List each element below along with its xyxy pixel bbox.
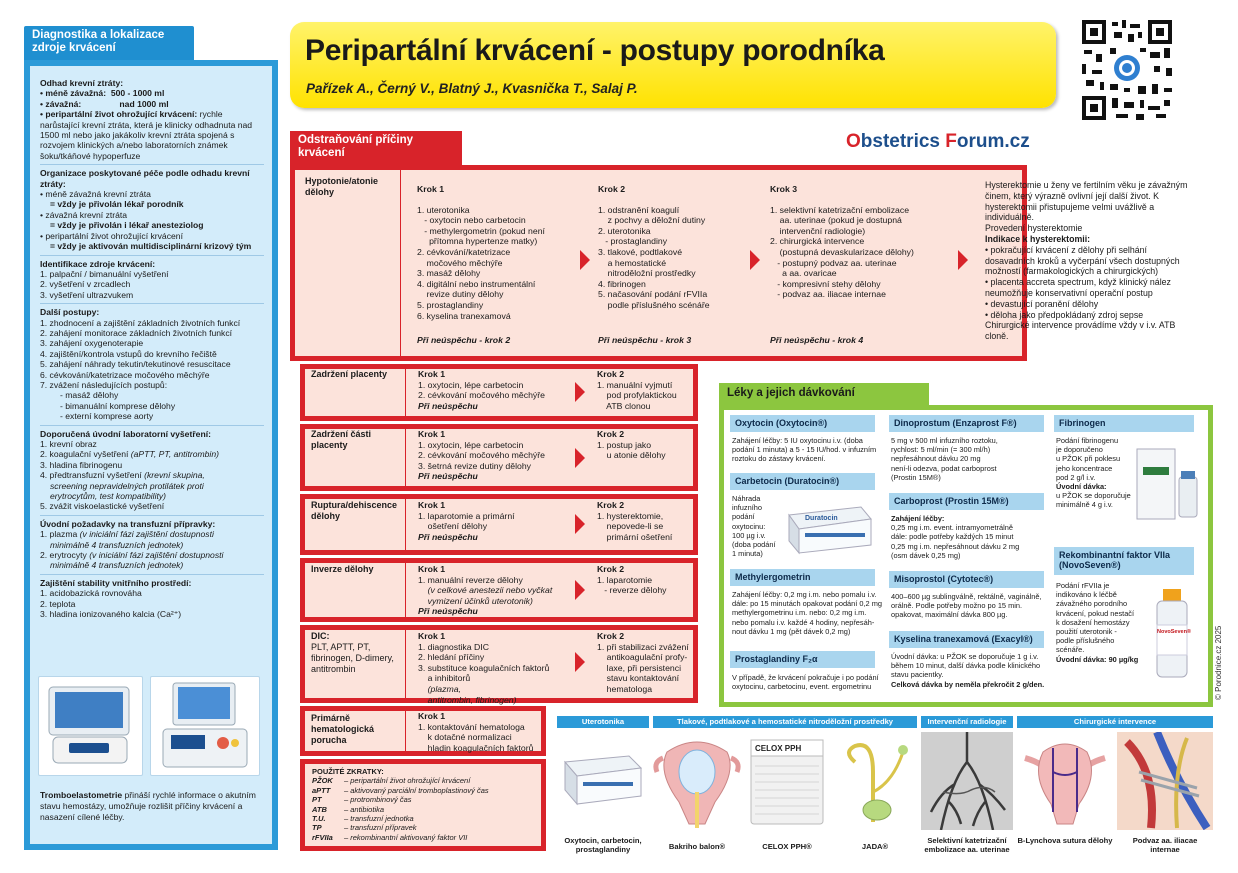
next-step-item: 3. zahájení oxygenoterapie	[40, 338, 144, 349]
row-label: Hypotonie/atonie dělohy	[305, 176, 379, 197]
drug-methylergometrin-text: Zahájení léčby: 0,2 mg i.m. nebo pomalu i.v. dále: po 15 minutách opakovat podání 0,2 mg methylergometrinu i.m. nebo: 0,2 mg i.m. nebo pomalu i.v. každé 4 hodiny, nepřesáh- nout dávku 1 mg (pět dávek 0,2 mg)	[732, 590, 882, 636]
next-step-item: 2. zahájení monitorace základních životních funkcí	[40, 327, 233, 338]
hypo-step1: Krok 1 1. uterotonika - oxytocin nebo carbetocin - methylergometrin (pokud není přítomna hypertenze matky) 2. cévkování/katetrizace močového měchýře 3. masáž dělohy 4. digitální nebo instrumentální revize dutiny dělohy 5. prostaglandiny 6. kyselina tranexamová	[417, 184, 545, 321]
org-heading: Organizace poskytované péče podle odhadu krevní ztráty:	[40, 168, 250, 189]
step-arrow	[958, 250, 968, 270]
drug-dinoprost-heading: Dinoprostum (Enzaprost F®)	[889, 415, 1044, 432]
drug-prostaglandins-text: V případě, že krvácení pokračuje i po podání oxytocinu, carbetocinu, event. ergometrinu	[732, 673, 879, 692]
drug-tranexamic-text: Úvodní dávka: u PŽOK se doporučuje 1 g i.v. během 10 minut, další dávka podle klinického stavu pacientky. Celková dávka by neměla překročit 2 g/den.	[891, 652, 1045, 689]
next-step-item: 4. zajištění/kontrola vstupů do krevního řečiště	[40, 348, 217, 359]
cause-section-tab: Odstraňování příčiny krvácení	[290, 131, 462, 165]
step-arrow	[750, 250, 760, 270]
embolization-image	[921, 732, 1013, 830]
hypo-step3-fail: Při neúspěchu - krok 4	[770, 335, 864, 345]
hypo-step1-fail: Při neúspěchu - krok 2	[417, 335, 511, 345]
ligation-image	[1117, 732, 1213, 830]
novoseven-product-image: NovoSeven®	[1143, 585, 1201, 683]
identification-heading: Identifikace zdroje krvácení:	[40, 258, 156, 269]
hysterectomy-box: Hysterektomie u ženy ve fertilním věku je závažným činem, který výrazně ovlivní její další život. K hysterektomii přistupujeme velmi uvážlivě a individuálně. Provedení hysterektomie Indikace k hysterektomii: • pokračující krvácení z dělohy při selhání dosavadních kroků a vyčerpání všech dostupných možností (farmakologických a chirurgických) • placenta accreta spectrum, když klinický nález neumožňuje konservativní operační postup • devastující poranění dělohy • děloha jako předpokládaný zdroj sepse Chirurgické intervence provádíme vždy v i.v. ATB cloně.	[985, 180, 1188, 342]
identification-item: 1. palpační / bimanuální vyšetření	[40, 268, 169, 279]
rotem-device-image	[150, 676, 260, 776]
loss-major: • závažná: nad 1000 ml	[40, 98, 169, 109]
next-step-item: 7. zvážení následujících postupů:	[40, 379, 168, 390]
teg-description: Tromboelastometrie přináší rychlé informace o akutním stavu hemostázy, umožňuje rozlišit příčiny krvácení a nasazení cílené léčby.	[40, 790, 256, 822]
category-uterotonics: Uterotonika	[557, 716, 649, 728]
teg-device-image	[38, 676, 143, 776]
next-steps-heading: Další postupy:	[40, 307, 100, 318]
environment-heading: Zajištění stability vnitřního prostředí:	[40, 577, 192, 588]
transfusion-heading: Úvodní požadavky na transfuzní přípravky:	[40, 518, 216, 529]
drug-tranexamic-heading: Kyselina tranexamová (Exacyl®)	[889, 631, 1044, 648]
authors: Pařízek A., Černý V., Blatný J., Kvasnička T., Salaj P.	[306, 81, 638, 96]
drug-carbetocin-heading: Carbetocin (Duratocin®)	[730, 473, 875, 490]
identification-item: 2. vyšetření v zrcadlech	[40, 279, 131, 290]
ligation-caption: Podvaz aa. iliacae internae	[1132, 836, 1198, 854]
step-arrow	[575, 580, 585, 600]
next-step-item: 6. cévkování/katetrizace močového měchýře	[40, 369, 210, 380]
drug-prostaglandins-heading: Prostaglandiny F₂α	[730, 651, 875, 668]
drug-oxytocin-text: Zahájení léčby: 5 IU oxytocinu i.v. (doba podání 1 minuta) a 5 - 15 IU/hod. v infuzním roztoku do zástavy krvácení.	[732, 436, 877, 464]
fibrinogen-product-image	[1133, 437, 1201, 525]
next-step-item: 5. zahájení náhrady tekutin/tekutinové resuscitace	[40, 359, 231, 370]
step-arrow	[575, 652, 585, 672]
hypo-step2: Krok 2 1. odstranění koagulí z pochvy a děložní dutiny 2. uterotonika - prostaglandiny 3. tlakové, podtlakové a hemostatické nitroděložní prostředky 4. fibrinogen 5. načasování podání rFVIIa podle příslušného scénáře	[598, 184, 710, 310]
loss-life-threatening: • peripartální život ohrožující krvácení: rychle narůstající krevní ztráta, která je klinicky odhadnuta nad 1500 ml nebo jako jakákoliv krevní ztráta spojená s rozvojem klinických a/nebo laboratorních známek šoku/tkáňové hypoperfuze	[40, 109, 253, 161]
step-arrow	[575, 448, 585, 468]
next-step-item: 1. zhodnocení a zajištění základních životních funkcí	[40, 317, 241, 328]
drug-rfviia-heading: Rekombinantní faktor VIIa (NovoSeven®)	[1054, 547, 1194, 575]
hypo-step2-fail: Při neúspěchu - krok 3	[598, 335, 692, 345]
abbreviations-list: POUŽITÉ ZKRATKY: PŽOK – peripartální život ohrožující krvácení aPTT – aktivovaný parciální tromboplastinový čas PT – protrombinový čas ATB – antibiotika T.U. – transfuzní jednotka TP – transfuzní přípravek rFVIIa – rekombinantní aktivovaný faktor VII	[312, 767, 489, 842]
loss-minor: • méně závažná: 500 - 1000 ml	[40, 88, 165, 99]
qr-code[interactable]	[1080, 18, 1174, 122]
drug-methylergometrin-heading: Methylergometrin	[730, 569, 875, 586]
bakri-balloon-image	[653, 732, 741, 830]
step-arrow	[575, 514, 585, 534]
page-title: Peripartální krvácení - postupy porodníka	[305, 34, 885, 67]
brand-logo[interactable]: Obstetrics Forum.cz	[846, 131, 1030, 152]
uterotonics-caption: Oxytocin, carbetocin, prostaglandiny	[564, 836, 642, 854]
jada-caption: JADA®	[861, 842, 889, 851]
category-surgical: Chirurgické intervence	[1017, 716, 1213, 728]
embolization-caption: Selektivní katetrizační embolizace aa. uterinae	[924, 836, 1010, 854]
diagnostics-panel: Odhad krevní ztráty: • méně závažná: 500 - 1000 ml • závažná: nad 1000 ml • peripartální život ohrožující krvácení: rychle narůstající krevní ztráta, která je klinicky odhadnuta nad 1500 ml nebo jako jakákoliv krevní ztráta spojená s rozvojem klinických a/nebo laboratorních známek šoku/tkáňové hypoperfuze Organizace poskytované péče podle odhadu krevní ztráty: • méně závažná krevní ztráta = vždy je přivolán lékař porodník • závažná krevní ztráta = vždy je přivolán i lékař anesteziolog • peripartální život ohrožující krvácení = vždy je aktivován multidisciplinární krizový tým Identifikace zdroje krvácení: 1. palpační / bimanuální vyšetření 2. vyšetření v zrcadlech 3. vyšetření ultrazvukem Další postupy: 1. zhodnocení a zajištění základních životních funkcí 2. zahájení monitorace základních životních funkcí 3. zahájení oxygenoterapie 4. zajištění/kontrola vstupů do krevního řečiště 5. zahájení náhrady tekutin/tekutinové resuscitace 6. cévkování/katetrizace močového měchýře 7. zvážení následujících postupů: - masáž dělohy - bimanuální komprese dělohy - externí komprese aorty Doporučená úvodní laboratorní vyšetření: 1. krevní obraz 2. koagulační vyšetření (aPTT, PT, antitrombin) 3. hladina fibrinogenu 4. předtransfuzní vyšetření (krevní skupina, screening nepravidelných protilátek proti erytrocytům, test kompatibility) 5. zvážit viskoelastické vyšetření Úvodní požadavky na transfuzní přípravky: 1. plazma (v iniciální fázi zajištění dostupnosti minimálně 4 transfuzních jednotek) 2. erytrocyty (v iniciální fázi zajištění dostupnosti minimálně 4 transfuzních jednotek) Zajištění stability vnitřního prostředí: 1. acidobazická rovnováha 2. teplota 3. hladina ionizovaného kalcia (Ca²⁺) Tromboelastometrie přináší rychlé informace o akutním stavu hemostázy, umožňuje rozlišit příčiny krvácení a nasazení cílené léčby.	[24, 60, 278, 850]
celox-image: CELOX PPH	[745, 732, 829, 830]
drugs-section-tab: Léky a jejich dávkování	[719, 383, 929, 405]
drug-carboprost-heading: Carboprost (Prostin 15M®)	[889, 493, 1044, 510]
drug-dinoprost-text: 5 mg v 500 ml infuzního roztoku, rychlost: 5 ml/min (= 300 ml/h) nepřesáhnout dávku 20 mg není-li odezva, podat carboprost (Prostin 15M®)	[891, 436, 998, 482]
drugs-panel	[719, 405, 1213, 707]
identification-item: 3. vyšetření ultrazvukem	[40, 289, 134, 300]
bakri-balloon-caption: Bakriho balon®	[668, 842, 726, 851]
celox-caption: CELOX PPH®	[762, 842, 812, 851]
step-arrow	[575, 382, 585, 402]
copyright: © Porodnice.cz 2025	[1214, 625, 1223, 700]
b-lynch-image	[1017, 732, 1113, 830]
drug-oxytocin-heading: Oxytocin (Oxytocin®)	[730, 415, 875, 432]
left-section-tab: Diagnostika a lokalizace zdroje krvácení	[24, 26, 194, 60]
lab-heading: Doporučená úvodní laboratorní vyšetření:	[40, 428, 211, 439]
jada-image	[833, 732, 917, 830]
drug-fibrinogen-text: Podání fibrinogenu je doporučeno u PŽOK při poklesu jeho koncentrace pod 2 g/l i.v. Úvodní dávka: u PŽOK se doporučuje minimálně 4 g i.v.	[1056, 436, 1131, 510]
step-arrow	[580, 250, 590, 270]
hypo-step3: Krok 3 1. selektivní katetrizační embolizace aa. uterinae (pokud je dostupná intervenční radiologie) 2. chirurgická intervence (postupná devaskularizace dělohy) - postupný podvaz aa. uterinae a aa. ovaricae - kompresivní stehy dělohy - podvaz aa. iliacae internae	[770, 184, 914, 300]
b-lynch-caption: B-Lynchova sutura dělohy	[1017, 836, 1113, 845]
duratocin-box-image: Duratocin	[783, 503, 875, 558]
uterotonics-image	[557, 732, 649, 830]
loss-heading: Odhad krevní ztráty:	[40, 78, 124, 88]
category-interventional-radiology: Intervenční radiologie	[921, 716, 1013, 728]
drug-fibrinogen-heading: Fibrinogen	[1054, 415, 1194, 432]
drug-misoprostol-text: 400–600 µg sublingválně, rektálně, vaginálně, orálně. Podle potřeby možno po 15 min. opakovat, maximální dávka 800 µg.	[891, 592, 1042, 620]
drug-rfviia-text: Podání rFVIIa je indikováno k léčbě závažného porodního krvácení, pokud nestačí k dosažení hemostázy použití uterotonik - podle příslušného scénáře. Úvodní dávka: 90 µg/kg	[1056, 581, 1139, 664]
category-intrauterine-devices: Tlakové, podtlakové a hemostatické nitroděložní prostředky	[653, 716, 917, 728]
drug-misoprostol-heading: Misoprostol (Cytotec®)	[889, 571, 1044, 588]
drug-carbetocin-text: Náhrada infuzního podání oxytocinu: 100 µg i.v. (doba podání 1 minuta)	[732, 494, 776, 559]
drug-carboprost-text: Zahájení léčby: 0,25 mg i.m. event. intramyometrálně dále: podle potřeby každých 15 minut 0,25 mg i.m. nepřesáhnout dávku 2 mg (osm dávek 0,25 mg)	[891, 514, 1020, 560]
